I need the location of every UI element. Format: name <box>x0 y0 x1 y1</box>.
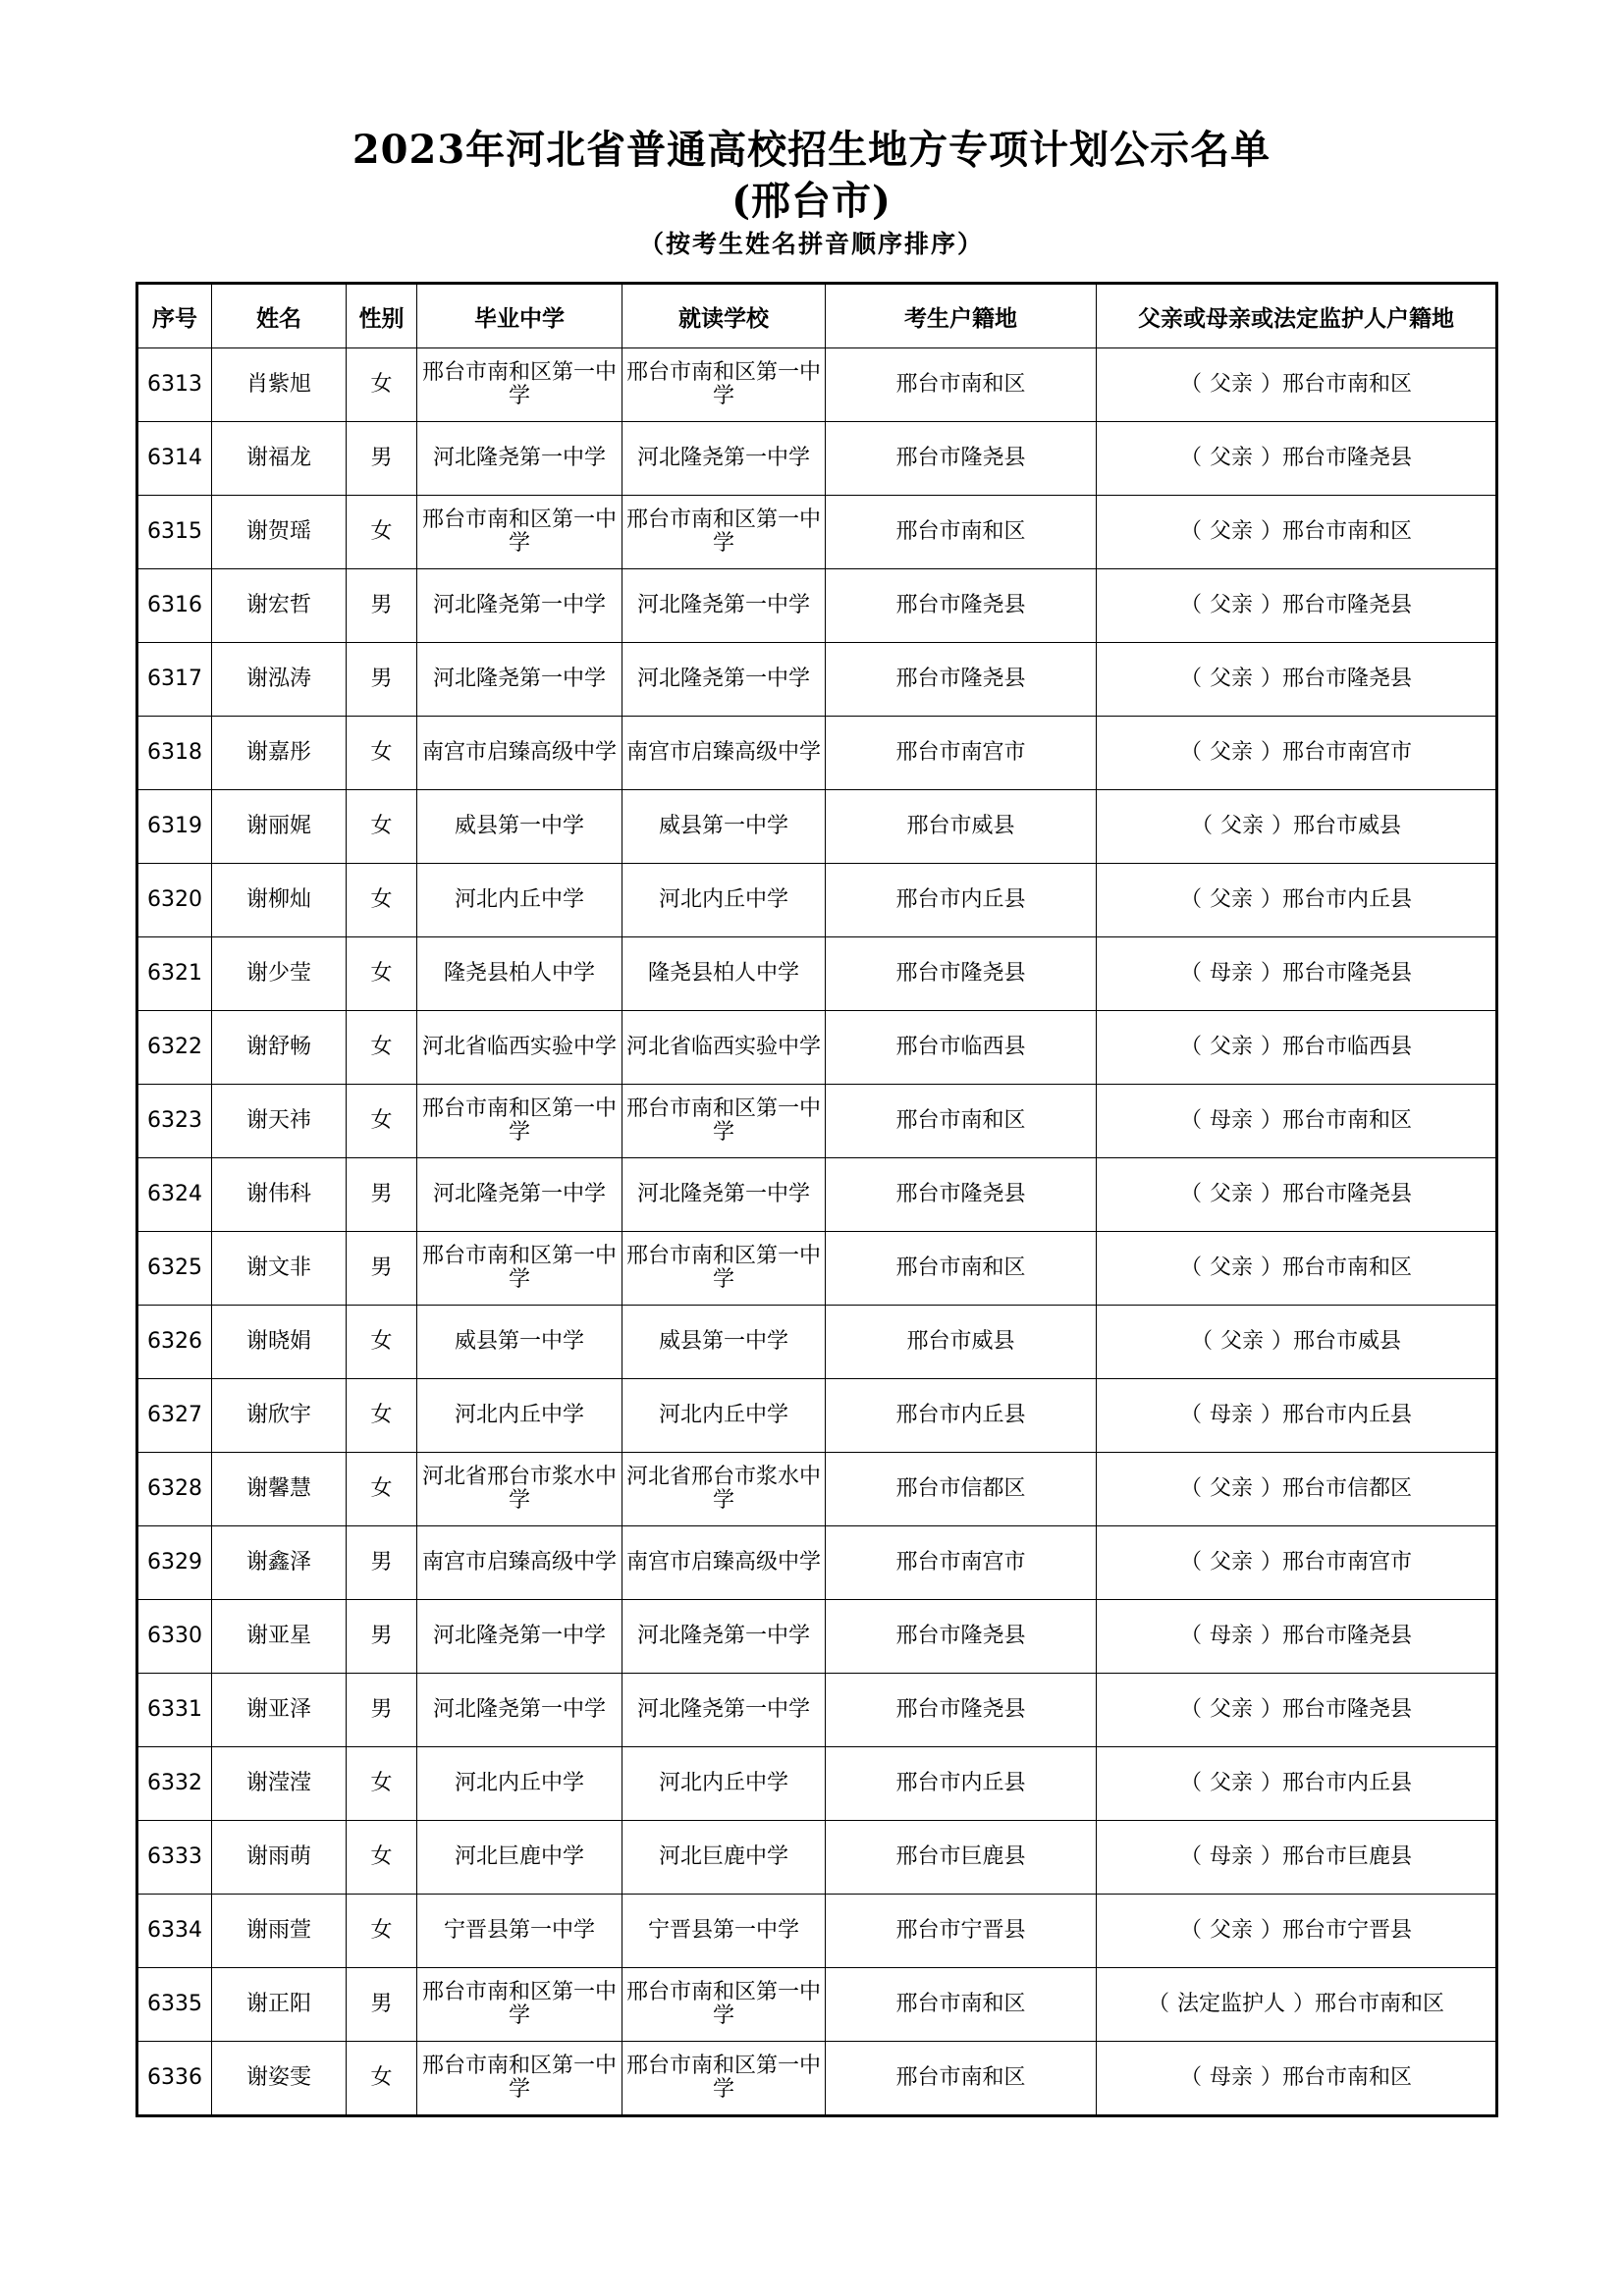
header-current-school: 就读学校 <box>622 284 826 348</box>
cell-name: 谢天祎 <box>212 1085 347 1158</box>
cell-grad-school: 邢台市南和区第一中学 <box>417 1085 622 1158</box>
cell-seq: 6326 <box>137 1306 212 1379</box>
cell-gender: 女 <box>347 864 417 937</box>
cell-gender: 女 <box>347 1895 417 1968</box>
cell-current-school: 河北隆尧第一中学 <box>622 643 826 717</box>
guardian-relation: 母亲 <box>1209 961 1253 986</box>
header-seq: 序号 <box>137 284 212 348</box>
cell-seq: 6327 <box>137 1379 212 1453</box>
cell-hukou: 邢台市隆尧县 <box>826 937 1097 1011</box>
guardian-relation: 父亲 <box>1209 372 1253 397</box>
cell-grad-school: 邢台市南和区第一中学 <box>417 1232 622 1306</box>
cell-grad-school: 河北省临西实验中学 <box>417 1011 622 1085</box>
guardian-place: 邢台市临西县 <box>1282 1035 1413 1059</box>
cell-name: 谢宏哲 <box>212 569 347 643</box>
cell-seq: 6318 <box>137 717 212 790</box>
table-row <box>137 1232 1497 1306</box>
cell-grad-school: 河北隆尧第一中学 <box>417 643 622 717</box>
cell-hukou: 邢台市隆尧县 <box>826 643 1097 717</box>
cell-gender: 女 <box>347 1085 417 1158</box>
cell-seq: 6322 <box>137 1011 212 1085</box>
guardian-place: 邢台市南宫市 <box>1282 740 1413 765</box>
guardian-relation: 母亲 <box>1209 1624 1253 1648</box>
guardian-place: 邢台市宁晋县 <box>1282 1918 1413 1943</box>
cell-name: 谢嘉彤 <box>212 717 347 790</box>
cell-hukou: 邢台市威县 <box>826 790 1097 864</box>
cell-hukou: 邢台市威县 <box>826 1306 1097 1379</box>
cell-guardian-hukou: （ 母亲 ）邢台市南和区 <box>1097 2042 1497 2116</box>
cell-current-school: 河北省邢台市浆水中学 <box>622 1453 826 1526</box>
cell-gender: 男 <box>347 1232 417 1306</box>
guardian-relation: 父亲 <box>1209 740 1253 765</box>
cell-gender: 女 <box>347 937 417 1011</box>
cell-name: 谢丽娓 <box>212 790 347 864</box>
table-row <box>137 1821 1497 1895</box>
table-row <box>137 864 1497 937</box>
guardian-relation: 父亲 <box>1209 1476 1253 1501</box>
cell-hukou: 邢台市宁晋县 <box>826 1895 1097 1968</box>
cell-grad-school: 邢台市南和区第一中学 <box>417 1968 622 2042</box>
cell-name: 肖紫旭 <box>212 348 347 422</box>
cell-hukou: 邢台市内丘县 <box>826 864 1097 937</box>
cell-gender: 男 <box>347 1158 417 1232</box>
cell-guardian-hukou: （ 父亲 ）邢台市宁晋县 <box>1097 1895 1497 1968</box>
guardian-place: 邢台市南和区 <box>1282 1108 1413 1133</box>
cell-grad-school: 宁晋县第一中学 <box>417 1895 622 1968</box>
guardian-relation: 父亲 <box>1209 1182 1253 1206</box>
header-guardian-hukou: 父亲或母亲或法定监护人户籍地 <box>1097 284 1497 348</box>
cell-hukou: 邢台市南和区 <box>826 348 1097 422</box>
cell-guardian-hukou: （ 母亲 ）邢台市内丘县 <box>1097 1379 1497 1453</box>
guardian-place: 邢台市南和区 <box>1282 372 1413 397</box>
guardian-relation: 父亲 <box>1219 1329 1264 1354</box>
cell-grad-school: 邢台市南和区第一中学 <box>417 496 622 569</box>
cell-hukou: 邢台市内丘县 <box>826 1747 1097 1821</box>
guardian-place: 邢台市隆尧县 <box>1282 446 1413 470</box>
guardian-relation: 父亲 <box>1209 446 1253 470</box>
cell-gender: 女 <box>347 348 417 422</box>
cell-current-school: 邢台市南和区第一中学 <box>622 348 826 422</box>
guardian-place: 邢台市南和区 <box>1282 2065 1413 2090</box>
guardian-place: 邢台市南和区 <box>1282 1255 1413 1280</box>
cell-gender: 男 <box>347 1968 417 2042</box>
table-row <box>137 422 1497 496</box>
guardian-place: 邢台市南宫市 <box>1282 1550 1413 1575</box>
cell-gender: 女 <box>347 790 417 864</box>
guardian-relation: 父亲 <box>1209 887 1253 912</box>
cell-current-school: 邢台市南和区第一中学 <box>622 2042 826 2116</box>
header-name: 姓名 <box>212 284 347 348</box>
cell-seq: 6321 <box>137 937 212 1011</box>
cell-hukou: 邢台市南和区 <box>826 1232 1097 1306</box>
cell-grad-school: 邢台市南和区第一中学 <box>417 348 622 422</box>
cell-seq: 6335 <box>137 1968 212 2042</box>
cell-grad-school: 河北巨鹿中学 <box>417 1821 622 1895</box>
guardian-relation: 父亲 <box>1209 519 1253 544</box>
table-row <box>137 348 1497 422</box>
cell-current-school: 河北省临西实验中学 <box>622 1011 826 1085</box>
guardian-place: 邢台市隆尧县 <box>1282 667 1413 691</box>
cell-grad-school: 河北隆尧第一中学 <box>417 1158 622 1232</box>
cell-hukou: 邢台市临西县 <box>826 1011 1097 1085</box>
cell-seq: 6329 <box>137 1526 212 1600</box>
cell-guardian-hukou: （ 父亲 ）邢台市南宫市 <box>1097 1526 1497 1600</box>
cell-guardian-hukou: （ 父亲 ）邢台市威县 <box>1097 1306 1497 1379</box>
table-header-row <box>137 284 1497 348</box>
guardian-place: 邢台市南和区 <box>1315 1992 1445 2016</box>
guardian-relation: 母亲 <box>1209 1844 1253 1869</box>
table-row <box>137 1747 1497 1821</box>
cell-name: 谢欣宇 <box>212 1379 347 1453</box>
cell-gender: 男 <box>347 643 417 717</box>
cell-current-school: 邢台市南和区第一中学 <box>622 1085 826 1158</box>
guardian-relation: 母亲 <box>1209 2065 1253 2090</box>
cell-hukou: 邢台市南和区 <box>826 2042 1097 2116</box>
cell-guardian-hukou: （ 父亲 ）邢台市南和区 <box>1097 496 1497 569</box>
cell-guardian-hukou: （ 父亲 ）邢台市隆尧县 <box>1097 1158 1497 1232</box>
cell-guardian-hukou: （ 父亲 ）邢台市南宫市 <box>1097 717 1497 790</box>
guardian-relation: 父亲 <box>1209 1255 1253 1280</box>
table-row <box>137 1306 1497 1379</box>
table-row <box>137 717 1497 790</box>
cell-gender: 女 <box>347 1011 417 1085</box>
cell-name: 谢馨慧 <box>212 1453 347 1526</box>
guardian-place: 邢台市隆尧县 <box>1282 1697 1413 1722</box>
cell-gender: 女 <box>347 496 417 569</box>
cell-gender: 女 <box>347 1747 417 1821</box>
cell-current-school: 河北隆尧第一中学 <box>622 422 826 496</box>
cell-hukou: 邢台市隆尧县 <box>826 1674 1097 1747</box>
cell-guardian-hukou: （ 法定监护人 ）邢台市南和区 <box>1097 1968 1497 2042</box>
cell-guardian-hukou: （ 父亲 ）邢台市隆尧县 <box>1097 643 1497 717</box>
guardian-relation: 法定监护人 <box>1176 1992 1285 2016</box>
cell-current-school: 隆尧县柏人中学 <box>622 937 826 1011</box>
cell-gender: 女 <box>347 1821 417 1895</box>
cell-current-school: 河北隆尧第一中学 <box>622 1600 826 1674</box>
cell-name: 谢亚星 <box>212 1600 347 1674</box>
guardian-relation: 母亲 <box>1209 1403 1253 1427</box>
table-row <box>137 1526 1497 1600</box>
cell-name: 谢亚泽 <box>212 1674 347 1747</box>
cell-guardian-hukou: （ 父亲 ）邢台市南和区 <box>1097 1232 1497 1306</box>
cell-guardian-hukou: （ 父亲 ）邢台市南和区 <box>1097 348 1497 422</box>
guardian-relation: 父亲 <box>1209 1550 1253 1575</box>
cell-guardian-hukou: （ 母亲 ）邢台市隆尧县 <box>1097 937 1497 1011</box>
header-grad-school: 毕业中学 <box>417 284 622 348</box>
cell-grad-school: 河北隆尧第一中学 <box>417 1600 622 1674</box>
cell-hukou: 邢台市隆尧县 <box>826 569 1097 643</box>
cell-hukou: 邢台市南和区 <box>826 496 1097 569</box>
table-row <box>137 1453 1497 1526</box>
cell-seq: 6336 <box>137 2042 212 2116</box>
cell-grad-school: 河北隆尧第一中学 <box>417 569 622 643</box>
cell-seq: 6319 <box>137 790 212 864</box>
cell-current-school: 南宫市启臻高级中学 <box>622 1526 826 1600</box>
cell-gender: 女 <box>347 717 417 790</box>
document-title: 2023年河北省普通高校招生地方专项计划公示名单 <box>352 127 1271 173</box>
cell-hukou: 邢台市内丘县 <box>826 1379 1097 1453</box>
guardian-place: 邢台市隆尧县 <box>1282 593 1413 617</box>
cell-name: 谢伟科 <box>212 1158 347 1232</box>
cell-grad-school: 威县第一中学 <box>417 790 622 864</box>
guardian-place: 邢台市内丘县 <box>1282 887 1413 912</box>
guardian-place: 邢台市内丘县 <box>1282 1771 1413 1795</box>
guardian-relation: 母亲 <box>1209 1108 1253 1133</box>
guardian-place: 邢台市内丘县 <box>1282 1403 1413 1427</box>
cell-name: 谢晓娟 <box>212 1306 347 1379</box>
cell-guardian-hukou: （ 父亲 ）邢台市临西县 <box>1097 1011 1497 1085</box>
table-row <box>137 2042 1497 2116</box>
cell-seq: 6316 <box>137 569 212 643</box>
table-row <box>137 1158 1497 1232</box>
cell-hukou: 邢台市隆尧县 <box>826 422 1097 496</box>
cell-seq: 6334 <box>137 1895 212 1968</box>
table-row <box>137 643 1497 717</box>
guardian-relation: 父亲 <box>1209 1771 1253 1795</box>
cell-seq: 6330 <box>137 1600 212 1674</box>
cell-gender: 女 <box>347 2042 417 2116</box>
cell-name: 谢雨萌 <box>212 1821 347 1895</box>
cell-guardian-hukou: （ 父亲 ）邢台市隆尧县 <box>1097 1674 1497 1747</box>
cell-guardian-hukou: （ 父亲 ）邢台市信都区 <box>1097 1453 1497 1526</box>
cell-name: 谢柳灿 <box>212 864 347 937</box>
cell-grad-school: 河北省邢台市浆水中学 <box>417 1453 622 1526</box>
cell-grad-school: 威县第一中学 <box>417 1306 622 1379</box>
cell-gender: 女 <box>347 1453 417 1526</box>
table-row <box>137 1600 1497 1674</box>
table-row <box>137 937 1497 1011</box>
cell-current-school: 宁晋县第一中学 <box>622 1895 826 1968</box>
cell-current-school: 邢台市南和区第一中学 <box>622 496 826 569</box>
cell-name: 谢少莹 <box>212 937 347 1011</box>
cell-grad-school: 南宫市启臻高级中学 <box>417 1526 622 1600</box>
cell-hukou: 邢台市南宫市 <box>826 717 1097 790</box>
table-row <box>137 790 1497 864</box>
guardian-place: 邢台市隆尧县 <box>1282 961 1413 986</box>
cell-gender: 女 <box>347 1379 417 1453</box>
cell-name: 谢文非 <box>212 1232 347 1306</box>
cell-grad-school: 南宫市启臻高级中学 <box>417 717 622 790</box>
cell-current-school: 河北巨鹿中学 <box>622 1821 826 1895</box>
cell-current-school: 邢台市南和区第一中学 <box>622 1232 826 1306</box>
guardian-relation: 父亲 <box>1219 814 1264 838</box>
cell-seq: 6324 <box>137 1158 212 1232</box>
cell-seq: 6331 <box>137 1674 212 1747</box>
cell-name: 谢鑫泽 <box>212 1526 347 1600</box>
cell-guardian-hukou: （ 父亲 ）邢台市隆尧县 <box>1097 569 1497 643</box>
cell-name: 谢泓涛 <box>212 643 347 717</box>
cell-hukou: 邢台市信都区 <box>826 1453 1097 1526</box>
cell-gender: 男 <box>347 1600 417 1674</box>
cell-name: 谢福龙 <box>212 422 347 496</box>
guardian-place: 邢台市巨鹿县 <box>1282 1844 1413 1869</box>
header-gender: 性别 <box>347 284 417 348</box>
guardian-place: 邢台市南和区 <box>1282 519 1413 544</box>
cell-seq: 6333 <box>137 1821 212 1895</box>
cell-name: 谢正阳 <box>212 1968 347 2042</box>
table-row <box>137 569 1497 643</box>
guardian-place: 邢台市隆尧县 <box>1282 1624 1413 1648</box>
cell-guardian-hukou: （ 父亲 ）邢台市内丘县 <box>1097 1747 1497 1821</box>
guardian-place: 邢台市威县 <box>1293 1329 1402 1354</box>
cell-guardian-hukou: （ 父亲 ）邢台市内丘县 <box>1097 864 1497 937</box>
cell-guardian-hukou: （ 父亲 ）邢台市隆尧县 <box>1097 422 1497 496</box>
cell-seq: 6328 <box>137 1453 212 1526</box>
cell-guardian-hukou: （ 母亲 ）邢台市南和区 <box>1097 1085 1497 1158</box>
cell-hukou: 邢台市南和区 <box>826 1968 1097 2042</box>
cell-grad-school: 河北隆尧第一中学 <box>417 422 622 496</box>
cell-grad-school: 河北内丘中学 <box>417 1747 622 1821</box>
cell-hukou: 邢台市南宫市 <box>826 1526 1097 1600</box>
cell-seq: 6332 <box>137 1747 212 1821</box>
cell-name: 谢舒畅 <box>212 1011 347 1085</box>
guardian-place: 邢台市隆尧县 <box>1282 1182 1413 1206</box>
cell-grad-school: 邢台市南和区第一中学 <box>417 2042 622 2116</box>
cell-grad-school: 河北隆尧第一中学 <box>417 1674 622 1747</box>
cell-current-school: 河北隆尧第一中学 <box>622 569 826 643</box>
roster-table <box>135 282 1498 2117</box>
cell-current-school: 河北内丘中学 <box>622 1747 826 1821</box>
cell-guardian-hukou: （ 母亲 ）邢台市巨鹿县 <box>1097 1821 1497 1895</box>
cell-current-school: 河北内丘中学 <box>622 1379 826 1453</box>
table-row <box>137 1895 1497 1968</box>
cell-gender: 男 <box>347 569 417 643</box>
guardian-relation: 父亲 <box>1209 667 1253 691</box>
sort-note: （按考生姓名拼音顺序排序） <box>638 230 984 258</box>
cell-grad-school: 隆尧县柏人中学 <box>417 937 622 1011</box>
cell-seq: 6325 <box>137 1232 212 1306</box>
cell-name: 谢雨萱 <box>212 1895 347 1968</box>
guardian-relation: 父亲 <box>1209 1918 1253 1943</box>
table-body <box>137 348 1497 2116</box>
cell-current-school: 威县第一中学 <box>622 790 826 864</box>
guardian-place: 邢台市威县 <box>1293 814 1402 838</box>
cell-current-school: 河北内丘中学 <box>622 864 826 937</box>
document-subtitle: (邢台市) <box>731 178 892 224</box>
guardian-relation: 父亲 <box>1209 1697 1253 1722</box>
cell-name: 谢贺瑶 <box>212 496 347 569</box>
cell-seq: 6323 <box>137 1085 212 1158</box>
cell-name: 谢姿雯 <box>212 2042 347 2116</box>
cell-guardian-hukou: （ 母亲 ）邢台市隆尧县 <box>1097 1600 1497 1674</box>
cell-gender: 男 <box>347 1526 417 1600</box>
cell-seq: 6320 <box>137 864 212 937</box>
cell-hukou: 邢台市隆尧县 <box>826 1158 1097 1232</box>
table-row <box>137 496 1497 569</box>
table-row <box>137 1674 1497 1747</box>
cell-name: 谢滢滢 <box>212 1747 347 1821</box>
cell-seq: 6315 <box>137 496 212 569</box>
cell-seq: 6313 <box>137 348 212 422</box>
cell-current-school: 邢台市南和区第一中学 <box>622 1968 826 2042</box>
cell-current-school: 河北隆尧第一中学 <box>622 1158 826 1232</box>
table-row <box>137 1968 1497 2042</box>
cell-grad-school: 河北内丘中学 <box>417 1379 622 1453</box>
cell-seq: 6317 <box>137 643 212 717</box>
guardian-relation: 父亲 <box>1209 1035 1253 1059</box>
cell-hukou: 邢台市隆尧县 <box>826 1600 1097 1674</box>
cell-current-school: 河北隆尧第一中学 <box>622 1674 826 1747</box>
table-row <box>137 1011 1497 1085</box>
table-row <box>137 1379 1497 1453</box>
cell-gender: 男 <box>347 1674 417 1747</box>
cell-seq: 6314 <box>137 422 212 496</box>
cell-hukou: 邢台市南和区 <box>826 1085 1097 1158</box>
cell-current-school: 南宫市启臻高级中学 <box>622 717 826 790</box>
table-row <box>137 1085 1497 1158</box>
cell-gender: 男 <box>347 422 417 496</box>
guardian-place: 邢台市信都区 <box>1282 1476 1413 1501</box>
cell-gender: 女 <box>347 1306 417 1379</box>
header-hukou: 考生户籍地 <box>826 284 1097 348</box>
cell-guardian-hukou: （ 父亲 ）邢台市威县 <box>1097 790 1497 864</box>
cell-current-school: 威县第一中学 <box>622 1306 826 1379</box>
cell-grad-school: 河北内丘中学 <box>417 864 622 937</box>
cell-hukou: 邢台市巨鹿县 <box>826 1821 1097 1895</box>
guardian-relation: 父亲 <box>1209 593 1253 617</box>
